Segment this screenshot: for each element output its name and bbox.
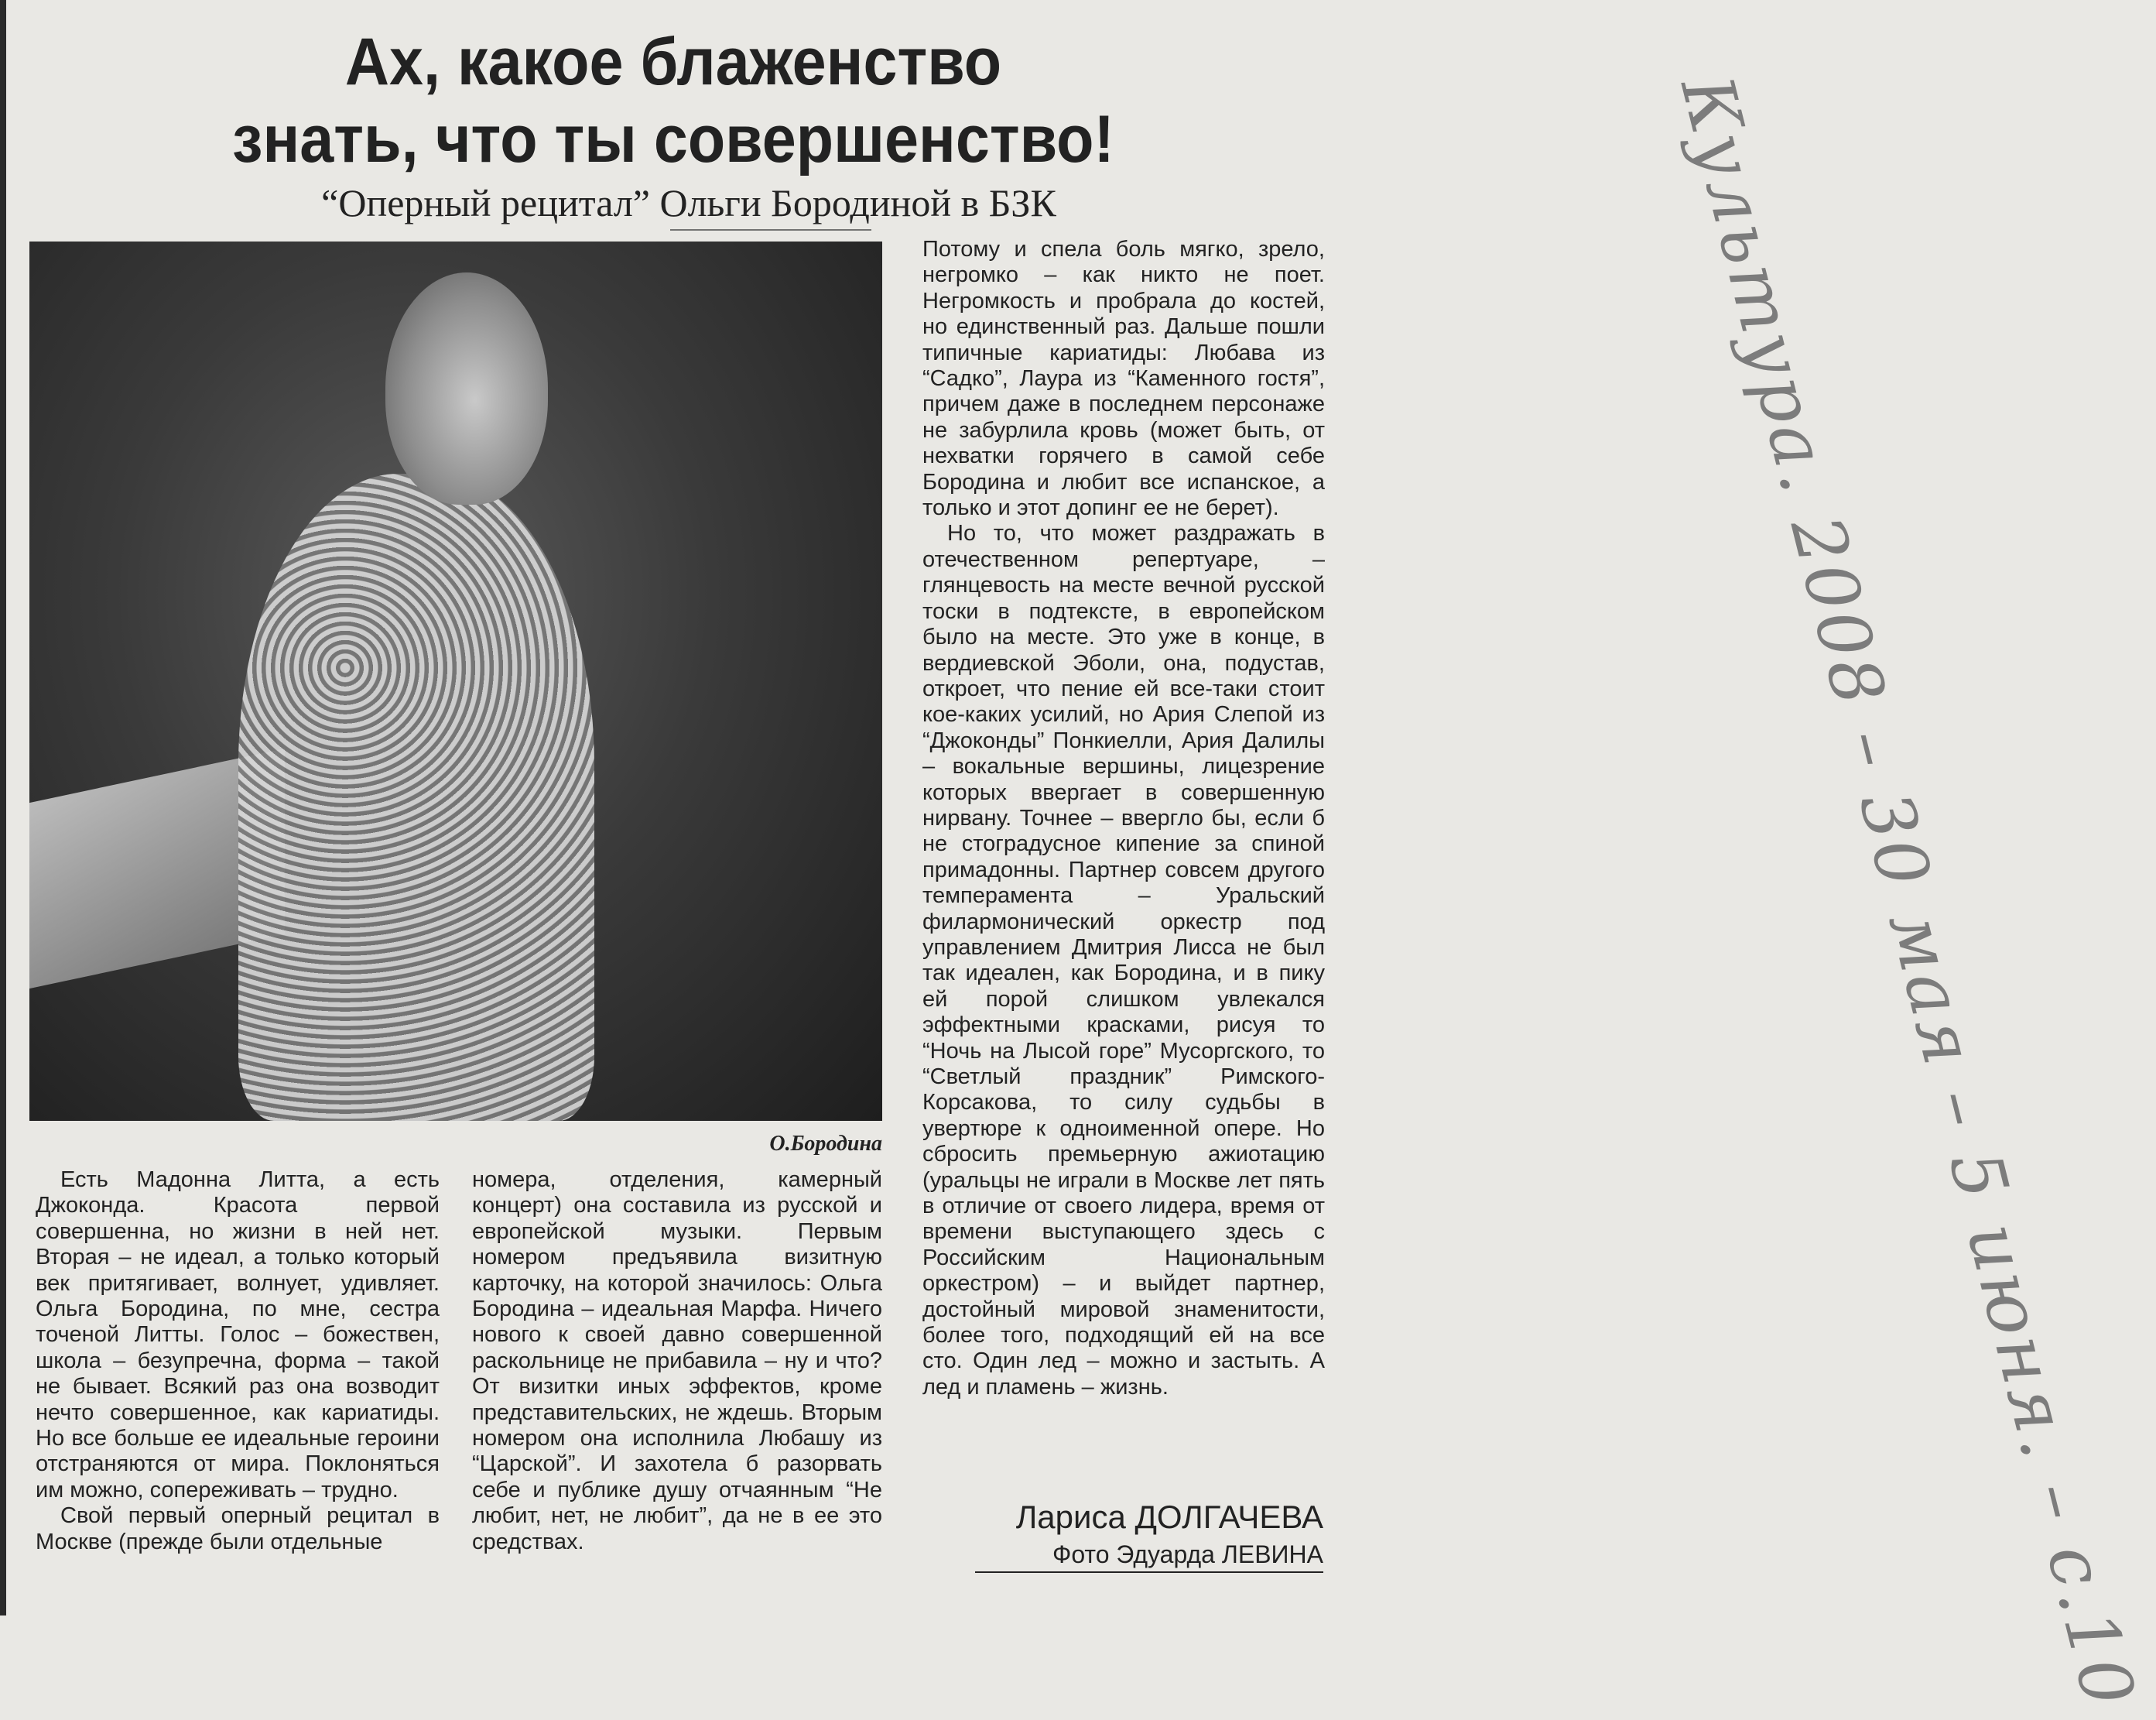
paragraph: номера, отделения, камерный концерт) она составила из русской и европейской музыки. Первым номером предъявила визитную карточку, на которой значилось: Ольга Бородина – идеальная Марфа. Ничего нового к своей давно совершенной раскольнице не прибавила – ну и что? От визитки иных эффектов, кроме представительских, не ждешь. Вторым номером она исполнила Любашу из “Царской”. И захотела б разорвать себе и публике душу отчаянным “Не любит, нет, не любит”, да не в ее это средствах.: [472, 1167, 882, 1554]
paragraph: Потому и спела боль мягко, зрело, негромко – как никто не поет. Негромкость и пробрала до костей, но единственный раз. Дальше пошли типичные кариатиды: Любава из “Садко”, Лаура из “Каменного гостя”, причем даже в последнем персонаже не забурлила кровь (может быть, от нехватки горячего в самой себе Бородина и любит все испанское, а только и этот допинг ее не берет).: [922, 237, 1325, 521]
article-column-2: [472, 1167, 882, 1555]
photo-caption: О.Бородина: [769, 1132, 882, 1156]
headline-line-1: Ах, какое блаженство: [344, 25, 1002, 99]
subheadline: “Оперный рецитал” Ольги Бородиной в БЗК: [321, 181, 1056, 224]
page-edge: [0, 0, 6, 1615]
paragraph: Есть Мадонна Литта, а есть Джоконда. Красота первой совершенна, но жизни в ней нет. Вторая – не идеал, а только который век притягивает, волнует, удивляет. Ольга Бородина, по мне, сестра точеной Литты. Голос – божествен, школа – безупречна, форма – такой не бывает. Всякий раз она возводит нечто совершенное, как кариатиды. Но все больше ее идеальные героини отстраняются от мира. Поклоняться им можно, сопереживать – трудно.: [36, 1167, 440, 1502]
handwritten-source-note: Культура. 2008 – 30 мая – 5 июня. – с.10: [1665, 67, 2151, 1717]
headline: [182, 23, 1165, 178]
pencil-underline: [670, 229, 871, 231]
singer-figure: [238, 474, 594, 1121]
paragraph: Свой первый оперный рецитал в Москве (прежде были отдельные: [36, 1503, 440, 1554]
paragraph: Но то, что может раздражать в отечественном репертуаре, – глянцевость на месте вечной русской тоски в подтексте, в европейском было на месте. Это уже в конце, в вердиевской Эболи, она, подустав, откроет, что пение ей все-таки стоит кое-каких усилий, но Ария Слепой из “Джоконды” Понкиелли, Ария Далилы – вокальные вершины, лицезрение которых ввергает в совершенную нирвану. Точнее – ввергло бы, если б не стоградусное кипение за спиной примадонны. Партнер совсем другого темперамента – Уральский филармонический оркестр под управлением Дмитрия Лисса не был так идеален, как Бородина, и в пику ей порой слишком увлекался эффектными красками, рисуя то “Ночь на Лысой горе” Мусоргского, то “Светлый праздник” Римского-Корсакова, то силу судьбы в увертюре к одноименной опере. Но сбросить премьерную ажиотацию (уральцы не играли в Москве лет пять в отличие от своего лидера, время от времени выступающего здесь с Российским Национальным оркестром) – и выйдет партнер, достойный мировой знаменитости, более того, подходящий ей на все сто. Один лед – можно и застыть. А лед и пламень – жизнь.: [922, 521, 1325, 1400]
author-byline: Лариса ДОЛГАЧЕВА: [1015, 1499, 1323, 1535]
article-column-3: [922, 237, 1325, 1400]
article-column-1: [36, 1167, 440, 1555]
singer-photo: [29, 242, 882, 1121]
photo-credit: Фото Эдуарда ЛЕВИНА: [975, 1539, 1323, 1573]
headline-line-2: знать, что ты совершенство!: [232, 102, 1114, 176]
singer-head: [385, 272, 548, 505]
